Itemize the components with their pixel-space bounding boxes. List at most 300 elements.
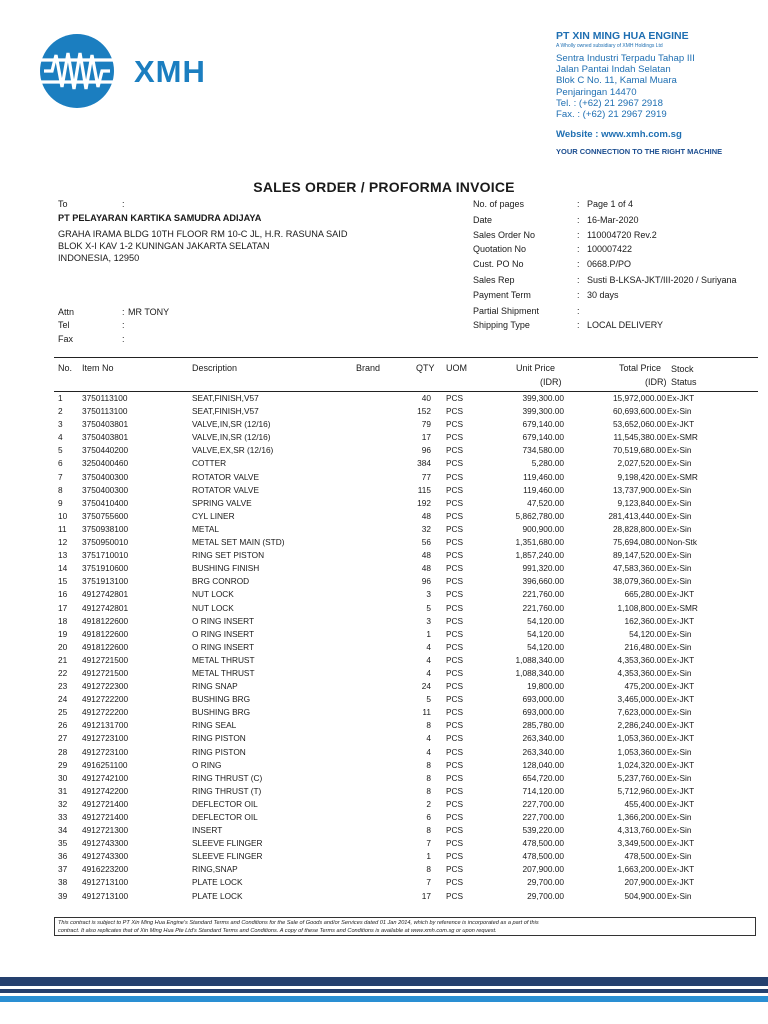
logo-wave-mark — [40, 53, 114, 89]
total-price: 54,120.00 — [629, 628, 666, 639]
total-price: 2,286,240.00 — [617, 720, 666, 731]
uom: PCS — [446, 759, 464, 770]
total-price: 70,519,680.00 — [612, 445, 666, 456]
table-row — [54, 485, 758, 498]
unit-price: 399,300.00 — [522, 393, 564, 403]
description: METAL THRUST — [192, 654, 255, 665]
uom: PCS — [446, 406, 464, 417]
total-price: 9,123,840.00 — [617, 497, 666, 508]
item-no: 4912723100 — [82, 746, 129, 757]
description: RING SEAL — [192, 720, 237, 731]
row-number: 32 — [58, 798, 68, 809]
unit-price: 900,900.00 — [522, 523, 564, 534]
total-price: 455,400.00 — [624, 798, 666, 809]
stock-status: Ex-SMR — [667, 471, 698, 482]
company-tagline: YOUR CONNECTION TO THE RIGHT MACHINE — [556, 147, 723, 157]
stock-status: Ex-Sin — [667, 458, 692, 469]
stock-status: Ex-JKT — [667, 798, 695, 809]
meta-colon: : — [577, 230, 580, 240]
description: BRG CONROD — [192, 576, 250, 587]
row-number: 31 — [58, 785, 68, 796]
unit-price: 119,460.00 — [523, 484, 564, 495]
stock-status: Ex-Sin — [667, 510, 692, 521]
uom: PCS — [446, 419, 464, 430]
total-price: 1,053,360.00 — [617, 733, 666, 744]
row-number: 6 — [58, 458, 63, 469]
quantity: 5 — [426, 602, 431, 613]
meta-label: Date — [473, 215, 493, 225]
company-address-line: Sentra Industri Terpadu Tahap III — [556, 53, 695, 64]
unit-price: 227,700.00 — [522, 798, 564, 809]
row-number: 30 — [58, 772, 68, 783]
description: VALVE,IN,SR (12/16) — [192, 432, 271, 443]
stock-status: Ex-JKT — [667, 694, 695, 705]
item-no: 4912131700 — [82, 720, 129, 731]
company-website[interactable]: Website : www.xmh.com.sg — [556, 129, 682, 141]
total-price: 47,583,360.00 — [612, 563, 666, 574]
item-no: 3750113100 — [82, 393, 128, 403]
total-price: 2,027,520.00 — [617, 458, 666, 469]
quantity: 24 — [421, 681, 431, 692]
quantity: 6 — [426, 812, 431, 822]
item-no: 3750938100 — [82, 523, 129, 534]
unit-price: 54,120.00 — [527, 641, 564, 652]
uom: PCS — [446, 602, 464, 613]
stock-status: Ex-JKT — [667, 681, 695, 692]
description: METAL — [192, 523, 220, 534]
total-price: 4,353,360.00 — [617, 654, 666, 665]
stock-status: Ex-Sin — [667, 550, 692, 561]
description: ROTATOR VALVE — [192, 471, 260, 482]
total-price: 13,737,900.00 — [612, 484, 666, 495]
total-price: 207,900.00 — [624, 877, 666, 888]
description: DEFLECTOR OIL — [192, 812, 258, 822]
uom: PCS — [446, 641, 464, 652]
col-header-description: Description — [192, 363, 238, 373]
col-header-status: Status — [671, 377, 697, 387]
description: BUSHING BRG — [192, 707, 251, 718]
unit-price: 478,500.00 — [522, 838, 564, 849]
row-number: 20 — [58, 641, 68, 652]
table-row — [54, 616, 758, 629]
customer-name: PT PELAYARAN KARTIKA SAMUDRA ADIJAYA — [58, 213, 262, 223]
description: PLATE LOCK — [192, 890, 243, 901]
description: VALVE,IN,SR (12/16) — [192, 419, 271, 430]
meta-colon: : — [577, 275, 580, 285]
uom: PCS — [446, 628, 464, 639]
table-row — [54, 458, 758, 471]
quantity: 96 — [421, 445, 431, 456]
description: METAL SET MAIN (STD) — [192, 537, 285, 548]
item-no: 4912721400 — [82, 798, 129, 809]
table-row — [54, 720, 758, 733]
stock-status: Ex-JKT — [667, 864, 695, 875]
col-header-total-price-currency: (IDR) — [645, 377, 667, 387]
quantity: 8 — [426, 759, 431, 770]
stock-status: Ex-JKT — [667, 720, 695, 731]
total-price: 38,079,360.00 — [612, 576, 666, 587]
item-no: 3750440200 — [82, 445, 129, 456]
total-price: 3,349,500.00 — [617, 838, 666, 849]
footer-stripe-blue — [0, 996, 768, 1002]
row-number: 23 — [58, 681, 68, 692]
uom: PCS — [446, 563, 464, 574]
unit-price: 285,780.00 — [522, 720, 564, 731]
company-address — [556, 53, 761, 120]
row-number: 34 — [58, 825, 68, 836]
stock-status: Ex-Sin — [667, 641, 692, 652]
total-price: 4,353,360.00 — [617, 667, 666, 678]
row-number: 8 — [58, 484, 63, 495]
item-no: 4918122600 — [82, 628, 129, 639]
description: INSERT — [192, 825, 223, 836]
item-no: 3750403801 — [82, 432, 129, 443]
table-row — [54, 864, 758, 877]
logo-wordmark: XMH — [134, 54, 206, 89]
stock-status: Ex-JKT — [667, 393, 695, 403]
unit-price: 119,460.00 — [523, 471, 564, 482]
stock-status: Ex-Sin — [667, 825, 692, 836]
meta-label: Quotation No — [473, 244, 527, 254]
table-row — [54, 589, 758, 602]
meta-pages-value: Page 1 of 4 — [587, 199, 634, 209]
unit-price: 1,857,240.00 — [515, 550, 564, 561]
stock-status: Ex-Sin — [667, 812, 692, 822]
table-row — [54, 773, 758, 786]
meta-colon: : — [577, 290, 580, 300]
uom: PCS — [446, 654, 464, 665]
table-row — [54, 655, 758, 668]
company-tel: Tel. : (+62) 21 2967 2918 — [556, 97, 663, 109]
uom: PCS — [446, 877, 464, 888]
attn-value: MR TONY — [128, 307, 170, 317]
meta-payment-value: 30 days — [587, 290, 619, 300]
stock-status: Ex-JKT — [667, 759, 695, 770]
quantity: 3 — [426, 615, 431, 626]
col-header-qty: QTY — [416, 363, 435, 373]
meta-label: Cust. PO No — [473, 259, 524, 269]
total-price: 89,147,520.00 — [612, 550, 666, 561]
stock-status: Ex-Sin — [667, 406, 692, 417]
line-items-table — [54, 393, 758, 904]
footer-stripe-dark — [0, 977, 768, 986]
total-price: 665,280.00 — [624, 589, 666, 600]
item-no: 4912742200 — [82, 785, 129, 796]
unit-price: 221,760.00 — [522, 589, 564, 600]
description: RING SNAP — [192, 681, 238, 692]
item-no: 4912722300 — [82, 681, 129, 692]
customer-address-line: BLOK X-I KAV 1-2 KUNINGAN JAKARTA SELATAN — [58, 241, 270, 251]
meta-po-value: 0668.P/PO — [587, 259, 632, 269]
description: RING PISTON — [192, 746, 246, 757]
row-number: 36 — [58, 851, 68, 862]
quantity: 56 — [421, 537, 431, 548]
quantity: 115 — [417, 484, 431, 495]
item-no: 4912721500 — [82, 654, 129, 665]
unit-price: 714,120.00 — [522, 785, 564, 796]
quantity: 4 — [426, 733, 431, 744]
total-price: 281,413,440.00 — [608, 510, 666, 521]
stock-status: Ex-JKT — [667, 654, 695, 665]
customer-address-line: INDONESIA, 12950 — [58, 253, 140, 263]
quantity: 40 — [421, 393, 431, 403]
stock-status: Ex-Sin — [667, 445, 692, 456]
table-row — [54, 576, 758, 589]
uom: PCS — [446, 694, 464, 705]
company-fax: Fax. : (+62) 21 2967 2919 — [556, 109, 667, 121]
item-no: 3250400460 — [82, 458, 129, 469]
col-header-item: Item No — [82, 363, 114, 373]
stock-status: Ex-Sin — [667, 772, 692, 783]
uom: PCS — [446, 838, 464, 849]
description: RING PISTON — [192, 733, 246, 744]
stock-status: Ex-JKT — [667, 785, 695, 796]
table-row — [54, 786, 758, 799]
stock-status: Ex-Sin — [667, 628, 692, 639]
table-row — [54, 799, 758, 812]
col-header-no: No. — [58, 363, 73, 373]
quantity: 17 — [421, 432, 431, 443]
uom: PCS — [446, 523, 464, 534]
quantity: 192 — [417, 497, 431, 508]
item-no: 4912743300 — [82, 851, 129, 862]
tel-label: Tel — [58, 320, 70, 330]
description: SEAT,FINISH,V57 — [192, 406, 259, 417]
to-colon: : — [122, 199, 125, 209]
description: RING THRUST (T) — [192, 785, 262, 796]
unit-price: 207,900.00 — [522, 864, 564, 875]
item-no: 3750400300 — [82, 484, 129, 495]
uom: PCS — [446, 589, 464, 600]
unit-price: 654,720.00 — [522, 772, 564, 783]
table-row — [54, 472, 758, 485]
total-price: 1,024,320.00 — [617, 759, 666, 770]
meta-quotation-value: 100007422 — [587, 244, 633, 254]
item-no: 3750755600 — [82, 510, 129, 521]
table-row — [54, 498, 758, 511]
quantity: 384 — [417, 458, 431, 469]
description: CYL LINER — [192, 510, 235, 521]
description: SEAT,FINISH,V57 — [192, 393, 259, 403]
row-number: 18 — [58, 615, 68, 626]
item-no: 4912742100 — [82, 772, 129, 783]
table-row — [54, 681, 758, 694]
quantity: 4 — [426, 654, 431, 665]
meta-colon: : — [577, 259, 580, 269]
total-price: 162,360.00 — [624, 615, 666, 626]
quantity: 7 — [426, 877, 431, 888]
quantity: 8 — [426, 825, 431, 836]
table-row — [54, 760, 758, 773]
unit-price: 734,580.00 — [522, 445, 564, 456]
table-row — [54, 629, 758, 642]
row-number: 16 — [58, 589, 68, 600]
uom: PCS — [446, 432, 464, 443]
description: PLATE LOCK — [192, 877, 243, 888]
meta-colon: : — [577, 320, 580, 330]
unit-price: 5,280.00 — [531, 458, 564, 469]
meta-colon: : — [577, 199, 580, 209]
total-price: 11,545,380.00 — [613, 432, 666, 443]
quantity: 8 — [426, 785, 431, 796]
quantity: 7 — [426, 838, 431, 849]
unit-price: 19,800.00 — [527, 681, 564, 692]
item-no: 3751910600 — [82, 563, 129, 574]
meta-label: Partial Shipment — [473, 306, 540, 316]
uom: PCS — [446, 707, 464, 718]
description: NUT LOCK — [192, 589, 234, 600]
row-number: 15 — [58, 576, 68, 587]
stock-status: Ex-Sin — [667, 851, 692, 862]
item-no: 4912743300 — [82, 838, 129, 849]
total-price: 1,053,360.00 — [617, 746, 666, 757]
total-price: 216,480.00 — [624, 641, 666, 652]
uom: PCS — [446, 615, 464, 626]
unit-price: 539,220.00 — [522, 825, 564, 836]
description: BUSHING FINISH — [192, 563, 260, 574]
item-no: 3750410400 — [82, 497, 129, 508]
item-no: 4916251100 — [82, 759, 128, 770]
item-no: 3751710010 — [82, 550, 129, 561]
description: ROTATOR VALVE — [192, 484, 260, 495]
stock-status: Ex-JKT — [667, 615, 695, 626]
meta-date-value: 16-Mar-2020 — [587, 215, 639, 225]
item-no: 4912723100 — [82, 733, 129, 744]
total-price: 504,900.00 — [624, 890, 666, 901]
quantity: 152 — [417, 406, 431, 417]
row-number: 17 — [58, 602, 68, 613]
quantity: 17 — [421, 890, 431, 901]
stock-status: Ex-JKT — [667, 838, 695, 849]
description: O RING — [192, 759, 222, 770]
total-price: 1,663,200.00 — [617, 864, 666, 875]
item-no: 4912713100 — [82, 877, 129, 888]
table-row — [54, 563, 758, 576]
item-no: 3750400300 — [82, 471, 129, 482]
quantity: 8 — [426, 864, 431, 875]
uom: PCS — [446, 445, 464, 456]
description: O RING INSERT — [192, 615, 255, 626]
item-no: 4912722200 — [82, 694, 129, 705]
uom: PCS — [446, 864, 464, 875]
description: NUT LOCK — [192, 602, 234, 613]
unit-price: 5,862,780.00 — [515, 510, 564, 521]
row-number: 25 — [58, 707, 68, 718]
table-row — [54, 642, 758, 655]
description: SPRING VALVE — [192, 497, 252, 508]
stock-status: Ex-Sin — [667, 497, 692, 508]
table-row — [54, 603, 758, 616]
uom: PCS — [446, 484, 464, 495]
row-number: 27 — [58, 733, 68, 744]
description: VALVE,EX,SR (12/16) — [192, 445, 274, 456]
quantity: 2 — [426, 798, 431, 809]
table-row — [54, 851, 758, 864]
table-row — [54, 891, 758, 904]
quantity: 1 — [426, 628, 431, 639]
quantity: 8 — [426, 772, 431, 783]
meta-shipping-value: LOCAL DELIVERY — [587, 320, 664, 330]
total-price: 3,465,000.00 — [617, 694, 666, 705]
meta-label: Sales Rep — [473, 275, 515, 285]
item-no: 4916223200 — [82, 864, 129, 875]
quantity: 8 — [426, 720, 431, 731]
unit-price: 54,120.00 — [527, 615, 564, 626]
uom: PCS — [446, 890, 464, 901]
customer-address-line: GRAHA IRAMA BLDG 10TH FLOOR RM 10-C JL, H.R. RASUNA SAID — [58, 229, 348, 239]
description: RING SET PISTON — [192, 550, 265, 561]
table-row — [54, 511, 758, 524]
quantity: 48 — [421, 510, 431, 521]
table-row — [54, 812, 758, 825]
total-price: 28,828,800.00 — [612, 523, 666, 534]
table-row — [54, 524, 758, 537]
table-header-bottom-rule — [54, 391, 758, 392]
uom: PCS — [446, 798, 464, 809]
fax-label: Fax — [58, 334, 74, 344]
meta-colon: : — [577, 306, 580, 316]
stock-status: Ex-JKT — [667, 877, 695, 888]
uom: PCS — [446, 471, 464, 482]
to-label: To — [58, 199, 68, 209]
row-number: 13 — [58, 550, 68, 561]
company-subtitle: A Wholly owned subsidiary of XMH Holdings Ltd — [556, 43, 663, 49]
unit-price: 47,520.00 — [527, 497, 564, 508]
description: O RING INSERT — [192, 641, 255, 652]
uom: PCS — [446, 720, 464, 731]
description: METAL THRUST — [192, 667, 255, 678]
quantity: 79 — [421, 419, 431, 430]
item-no: 4912721400 — [82, 812, 129, 822]
uom: PCS — [446, 681, 464, 692]
unit-price: 396,660.00 — [522, 576, 564, 587]
meta-label: Payment Term — [473, 290, 531, 300]
quantity: 96 — [421, 576, 431, 587]
row-number: 24 — [58, 694, 68, 705]
quantity: 5 — [426, 694, 431, 705]
item-no: 3751913100 — [82, 576, 129, 587]
company-address-line: Penjaringan 14470 — [556, 86, 637, 98]
unit-price: 1,088,340.00 — [515, 654, 564, 665]
unit-price: 221,760.00 — [522, 602, 564, 613]
item-no: 4912722200 — [82, 707, 129, 718]
terms-line: This contract is subject to PT Xin Ming Hua Engine's Standard Terms and Conditions for the Sale of Goods and/or Services dated 01 Jan 2014, which by reference is incorporated as a part of this — [58, 920, 539, 926]
unit-price: 29,700.00 — [527, 890, 564, 901]
row-number: 5 — [58, 445, 63, 456]
row-number: 1 — [58, 393, 63, 403]
uom: PCS — [446, 497, 464, 508]
quantity: 77 — [421, 471, 431, 482]
total-price: 53,652,060.00 — [612, 419, 666, 430]
uom: PCS — [446, 667, 464, 678]
quantity: 32 — [421, 523, 431, 534]
total-price: 75,694,080.00 — [612, 537, 666, 548]
row-number: 22 — [58, 667, 68, 678]
company-name: PT XIN MING HUA ENGINE — [556, 30, 689, 42]
total-price: 1,366,200.00 — [617, 812, 666, 822]
stock-status: Ex-JKT — [667, 419, 695, 430]
uom: PCS — [446, 746, 464, 757]
row-number: 19 — [58, 628, 68, 639]
unit-price: 227,700.00 — [522, 812, 564, 822]
unit-price: 679,140.00 — [522, 419, 564, 430]
quantity: 4 — [426, 667, 431, 678]
table-row — [54, 537, 758, 550]
table-row — [54, 877, 758, 890]
uom: PCS — [446, 851, 464, 862]
col-header-unit-price: Unit Price — [516, 363, 556, 373]
col-header-stock: Stock — [671, 364, 694, 374]
